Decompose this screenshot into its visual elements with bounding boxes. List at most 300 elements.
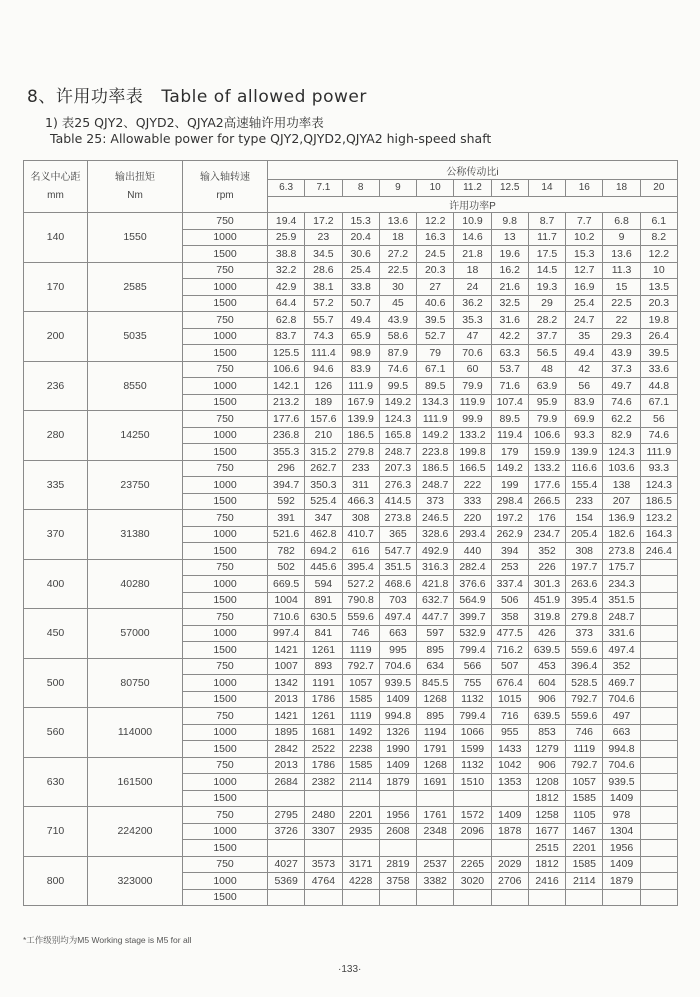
power-cell: 469.7 bbox=[603, 675, 640, 692]
power-cell: 207 bbox=[603, 493, 640, 510]
power-cell: 39.5 bbox=[417, 312, 454, 329]
power-cell: 149.2 bbox=[491, 460, 528, 477]
power-cell: 43.9 bbox=[379, 312, 416, 329]
power-cell: 83.9 bbox=[342, 361, 379, 378]
power-cell: 891 bbox=[305, 592, 342, 609]
power-cell: 2114 bbox=[566, 873, 603, 890]
power-cell: 790.8 bbox=[342, 592, 379, 609]
power-cell: 36.2 bbox=[454, 295, 491, 312]
power-cell: 1119 bbox=[566, 741, 603, 758]
power-cell: 213.2 bbox=[268, 394, 305, 411]
power-cell bbox=[528, 889, 565, 906]
power-cell: 1895 bbox=[268, 724, 305, 741]
power-cell: 663 bbox=[603, 724, 640, 741]
input-speed-cell: 750 bbox=[183, 708, 268, 725]
power-cell: 1878 bbox=[491, 823, 528, 840]
power-cell: 906 bbox=[528, 757, 565, 774]
power-cell: 1326 bbox=[379, 724, 416, 741]
input-speed-cell: 1000 bbox=[183, 378, 268, 395]
power-cell: 506 bbox=[491, 592, 528, 609]
input-speed-cell: 750 bbox=[183, 658, 268, 675]
power-cell: 124.3 bbox=[603, 444, 640, 461]
power-cell: 1812 bbox=[528, 790, 565, 807]
power-cell: 133.2 bbox=[454, 427, 491, 444]
power-cell: 3020 bbox=[454, 873, 491, 890]
power-cell: 566 bbox=[454, 658, 491, 675]
power-cell: 328.6 bbox=[417, 526, 454, 543]
power-cell: 1132 bbox=[454, 691, 491, 708]
header-input-speed bbox=[183, 161, 268, 213]
power-cell: 1409 bbox=[603, 790, 640, 807]
input-speed-cell: 1500 bbox=[183, 345, 268, 362]
input-speed-cell: 750 bbox=[183, 559, 268, 576]
power-cell: 2480 bbox=[305, 807, 342, 824]
power-cell: 592 bbox=[268, 493, 305, 510]
power-cell: 1585 bbox=[342, 757, 379, 774]
power-cell: 21.6 bbox=[491, 279, 528, 296]
power-cell: 955 bbox=[491, 724, 528, 741]
power-cell: 12.2 bbox=[417, 213, 454, 230]
output-torque-cell: 5035 bbox=[88, 312, 183, 362]
header-output-torque-cn: 输出扭矩 bbox=[115, 171, 155, 183]
power-cell: 1990 bbox=[379, 741, 416, 758]
output-torque-cell: 1550 bbox=[88, 213, 183, 263]
power-cell: 746 bbox=[566, 724, 603, 741]
power-cell bbox=[305, 889, 342, 906]
power-cell: 527.2 bbox=[342, 576, 379, 593]
power-cell: 639.5 bbox=[528, 708, 565, 725]
power-cell bbox=[379, 840, 416, 857]
input-speed-cell: 1500 bbox=[183, 592, 268, 609]
ratio-cell: 12.5 bbox=[491, 180, 528, 197]
power-cell: 616 bbox=[342, 543, 379, 560]
power-cell: 165.8 bbox=[379, 427, 416, 444]
power-cell: 676.4 bbox=[491, 675, 528, 692]
power-cell: 27.2 bbox=[379, 246, 416, 263]
power-cell: 233 bbox=[342, 460, 379, 477]
power-cell: 17.2 bbox=[305, 213, 342, 230]
power-cell: 74.6 bbox=[379, 361, 416, 378]
ratio-cell: 10 bbox=[417, 180, 454, 197]
power-cell: 352 bbox=[528, 543, 565, 560]
power-cell: 451.9 bbox=[528, 592, 565, 609]
header-center-distance-unit: mm bbox=[47, 189, 64, 201]
power-cell: 134.3 bbox=[417, 394, 454, 411]
power-cell: 2795 bbox=[268, 807, 305, 824]
power-cell: 1956 bbox=[603, 840, 640, 857]
power-cell: 2238 bbox=[342, 741, 379, 758]
power-cell: 799.4 bbox=[454, 642, 491, 659]
power-cell: 30 bbox=[379, 279, 416, 296]
power-cell: 23 bbox=[305, 229, 342, 246]
power-table bbox=[23, 160, 678, 906]
power-cell: 298.4 bbox=[491, 493, 528, 510]
power-cell: 939.5 bbox=[379, 675, 416, 692]
power-cell: 997.4 bbox=[268, 625, 305, 642]
power-cell: 2029 bbox=[491, 856, 528, 873]
power-cell bbox=[640, 790, 677, 807]
power-cell: 124.3 bbox=[640, 477, 677, 494]
input-speed-cell: 1000 bbox=[183, 675, 268, 692]
power-cell: 16.9 bbox=[566, 279, 603, 296]
power-cell: 1268 bbox=[417, 691, 454, 708]
power-cell: 273.8 bbox=[379, 510, 416, 527]
power-cell: 669.5 bbox=[268, 576, 305, 593]
power-cell: 74.6 bbox=[603, 394, 640, 411]
power-cell: 119.9 bbox=[454, 394, 491, 411]
power-cell: 1791 bbox=[417, 741, 454, 758]
power-cell: 67.1 bbox=[417, 361, 454, 378]
power-cell: 355.3 bbox=[268, 444, 305, 461]
power-cell: 492.9 bbox=[417, 543, 454, 560]
input-speed-cell: 750 bbox=[183, 807, 268, 824]
input-speed-cell: 1500 bbox=[183, 889, 268, 906]
power-cell: 453 bbox=[528, 658, 565, 675]
power-cell: 126 bbox=[305, 378, 342, 395]
power-cell: 525.4 bbox=[305, 493, 342, 510]
power-cell: 70.6 bbox=[454, 345, 491, 362]
power-cell: 94.6 bbox=[305, 361, 342, 378]
power-cell: 47 bbox=[454, 328, 491, 345]
power-cell: 21.8 bbox=[454, 246, 491, 263]
power-cell: 266.5 bbox=[528, 493, 565, 510]
power-cell: 315.2 bbox=[305, 444, 342, 461]
power-cell bbox=[640, 658, 677, 675]
power-cell: 155.4 bbox=[566, 477, 603, 494]
power-cell: 308 bbox=[566, 543, 603, 560]
output-torque-cell: 31380 bbox=[88, 510, 183, 560]
power-cell: 1057 bbox=[566, 774, 603, 791]
power-cell bbox=[640, 675, 677, 692]
power-cell: 1761 bbox=[417, 807, 454, 824]
power-cell: 8.2 bbox=[640, 229, 677, 246]
power-cell: 4228 bbox=[342, 873, 379, 890]
power-cell: 639.5 bbox=[528, 642, 565, 659]
power-cell: 939.5 bbox=[603, 774, 640, 791]
input-speed-cell: 1000 bbox=[183, 576, 268, 593]
power-cell: 37.3 bbox=[603, 361, 640, 378]
input-speed-cell: 1500 bbox=[183, 394, 268, 411]
power-cell: 136.9 bbox=[603, 510, 640, 527]
power-cell: 89.5 bbox=[417, 378, 454, 395]
power-cell: 199.8 bbox=[454, 444, 491, 461]
power-cell bbox=[603, 889, 640, 906]
header-ratio: 公称传动比i bbox=[268, 161, 678, 180]
power-cell: 594 bbox=[305, 576, 342, 593]
power-cell: 704.6 bbox=[379, 658, 416, 675]
power-cell bbox=[640, 691, 677, 708]
power-cell bbox=[454, 790, 491, 807]
power-cell: 142.1 bbox=[268, 378, 305, 395]
power-cell: 35.3 bbox=[454, 312, 491, 329]
power-cell: 16.2 bbox=[491, 262, 528, 279]
power-cell: 95.9 bbox=[528, 394, 565, 411]
power-cell: 1421 bbox=[268, 708, 305, 725]
power-cell: 65.9 bbox=[342, 328, 379, 345]
power-cell: 12.2 bbox=[640, 246, 677, 263]
power-cell: 20.3 bbox=[640, 295, 677, 312]
input-speed-cell: 750 bbox=[183, 213, 268, 230]
power-cell: 2819 bbox=[379, 856, 416, 873]
power-cell: 33.6 bbox=[640, 361, 677, 378]
power-cell: 316.3 bbox=[417, 559, 454, 576]
power-cell: 24.5 bbox=[417, 246, 454, 263]
power-cell: 1007 bbox=[268, 658, 305, 675]
power-cell: 1004 bbox=[268, 592, 305, 609]
output-torque-cell: 114000 bbox=[88, 708, 183, 758]
section-heading bbox=[27, 82, 367, 107]
power-cell: 1194 bbox=[417, 724, 454, 741]
power-cell: 604 bbox=[528, 675, 565, 692]
input-speed-cell: 1000 bbox=[183, 427, 268, 444]
input-speed-cell: 1000 bbox=[183, 774, 268, 791]
power-cell: 43.9 bbox=[603, 345, 640, 362]
power-cell: 30.6 bbox=[342, 246, 379, 263]
power-cell: 694.2 bbox=[305, 543, 342, 560]
power-cell: 44.8 bbox=[640, 378, 677, 395]
power-cell: 177.6 bbox=[528, 477, 565, 494]
power-cell: 2096 bbox=[454, 823, 491, 840]
power-cell: 1268 bbox=[417, 757, 454, 774]
input-speed-cell: 750 bbox=[183, 460, 268, 477]
power-cell: 186.5 bbox=[342, 427, 379, 444]
header-output-torque bbox=[88, 161, 183, 213]
power-cell: 394 bbox=[491, 543, 528, 560]
power-cell: 755 bbox=[454, 675, 491, 692]
power-cell: 19.3 bbox=[528, 279, 565, 296]
power-cell: 26.4 bbox=[640, 328, 677, 345]
power-cell: 20.3 bbox=[417, 262, 454, 279]
power-cell: 3726 bbox=[268, 823, 305, 840]
power-cell: 704.6 bbox=[603, 757, 640, 774]
power-cell: 2935 bbox=[342, 823, 379, 840]
power-cell: 223.8 bbox=[417, 444, 454, 461]
power-cell: 182.6 bbox=[603, 526, 640, 543]
power-cell: 67.1 bbox=[640, 394, 677, 411]
power-cell: 103.6 bbox=[603, 460, 640, 477]
power-cell: 15 bbox=[603, 279, 640, 296]
output-torque-cell: 161500 bbox=[88, 757, 183, 807]
input-speed-cell: 1000 bbox=[183, 724, 268, 741]
power-cell: 98.9 bbox=[342, 345, 379, 362]
power-cell: 559.6 bbox=[566, 642, 603, 659]
power-cell bbox=[268, 840, 305, 857]
power-cell: 704.6 bbox=[603, 691, 640, 708]
power-cell: 1572 bbox=[454, 807, 491, 824]
power-cell: 632.7 bbox=[417, 592, 454, 609]
power-cell: 40.6 bbox=[417, 295, 454, 312]
power-cell: 1261 bbox=[305, 708, 342, 725]
power-cell: 410.7 bbox=[342, 526, 379, 543]
power-cell: 138 bbox=[603, 477, 640, 494]
center-distance-cell: 630 bbox=[24, 757, 88, 807]
power-cell bbox=[640, 889, 677, 906]
power-cell: 20.4 bbox=[342, 229, 379, 246]
power-cell: 331.6 bbox=[603, 625, 640, 642]
power-cell: 373 bbox=[417, 493, 454, 510]
power-cell: 1342 bbox=[268, 675, 305, 692]
ratio-cell: 7.1 bbox=[305, 180, 342, 197]
power-cell bbox=[342, 840, 379, 857]
power-cell: 31.6 bbox=[491, 312, 528, 329]
power-cell bbox=[640, 873, 677, 890]
power-cell: 34.5 bbox=[305, 246, 342, 263]
power-cell: 2515 bbox=[528, 840, 565, 857]
power-cell: 1409 bbox=[379, 691, 416, 708]
power-cell: 710.6 bbox=[268, 609, 305, 626]
power-cell: 347 bbox=[305, 510, 342, 527]
power-cell: 106.6 bbox=[528, 427, 565, 444]
power-cell: 466.3 bbox=[342, 493, 379, 510]
power-cell: 29 bbox=[528, 295, 565, 312]
center-distance-cell: 800 bbox=[24, 856, 88, 906]
power-cell: 1585 bbox=[566, 856, 603, 873]
power-cell bbox=[640, 592, 677, 609]
power-cell: 42.9 bbox=[268, 279, 305, 296]
power-cell: 703 bbox=[379, 592, 416, 609]
power-cell: 1208 bbox=[528, 774, 565, 791]
power-cell: 14.6 bbox=[454, 229, 491, 246]
power-cell: 853 bbox=[528, 724, 565, 741]
table-row bbox=[24, 609, 678, 626]
power-cell: 716 bbox=[491, 708, 528, 725]
power-cell: 111.9 bbox=[640, 444, 677, 461]
table-row bbox=[24, 510, 678, 527]
power-cell: 3171 bbox=[342, 856, 379, 873]
power-cell: 262.9 bbox=[491, 526, 528, 543]
power-cell: 62.2 bbox=[603, 411, 640, 428]
power-cell: 564.9 bbox=[454, 592, 491, 609]
power-cell: 2013 bbox=[268, 691, 305, 708]
power-cell: 1691 bbox=[417, 774, 454, 791]
power-cell: 663 bbox=[379, 625, 416, 642]
power-cell bbox=[640, 559, 677, 576]
power-cell bbox=[454, 840, 491, 857]
power-cell: 111.4 bbox=[305, 345, 342, 362]
power-cell: 29.3 bbox=[603, 328, 640, 345]
header-input-speed-unit: rpm bbox=[216, 189, 234, 201]
center-distance-cell: 236 bbox=[24, 361, 88, 411]
power-cell: 39.5 bbox=[640, 345, 677, 362]
input-speed-cell: 750 bbox=[183, 510, 268, 527]
power-cell: 13.6 bbox=[379, 213, 416, 230]
center-distance-cell: 140 bbox=[24, 213, 88, 263]
power-cell bbox=[491, 790, 528, 807]
power-cell: 1786 bbox=[305, 757, 342, 774]
power-cell: 177.6 bbox=[268, 411, 305, 428]
power-cell: 107.4 bbox=[491, 394, 528, 411]
power-cell: 24 bbox=[454, 279, 491, 296]
table-row bbox=[24, 411, 678, 428]
power-cell: 2522 bbox=[305, 741, 342, 758]
power-cell: 133.2 bbox=[528, 460, 565, 477]
power-cell: 1105 bbox=[566, 807, 603, 824]
power-cell: 253 bbox=[491, 559, 528, 576]
input-speed-cell: 1500 bbox=[183, 246, 268, 263]
power-cell bbox=[640, 609, 677, 626]
power-cell: 166.5 bbox=[454, 460, 491, 477]
power-cell: 547.7 bbox=[379, 543, 416, 560]
power-cell: 396.4 bbox=[566, 658, 603, 675]
power-cell: 35 bbox=[566, 328, 603, 345]
center-distance-cell: 200 bbox=[24, 312, 88, 362]
power-cell: 10.9 bbox=[454, 213, 491, 230]
power-cell: 99.5 bbox=[379, 378, 416, 395]
power-cell: 279.8 bbox=[342, 444, 379, 461]
power-cell bbox=[640, 774, 677, 791]
ratio-cell: 11.2 bbox=[454, 180, 491, 197]
power-cell: 56 bbox=[566, 378, 603, 395]
power-cell: 1681 bbox=[305, 724, 342, 741]
power-cell: 48 bbox=[528, 361, 565, 378]
power-cell: 42 bbox=[566, 361, 603, 378]
power-cell: 24.7 bbox=[566, 312, 603, 329]
power-cell: 16.3 bbox=[417, 229, 454, 246]
power-cell: 4027 bbox=[268, 856, 305, 873]
output-torque-cell: 80750 bbox=[88, 658, 183, 708]
power-cell: 157.6 bbox=[305, 411, 342, 428]
power-cell bbox=[305, 840, 342, 857]
power-cell bbox=[268, 790, 305, 807]
power-cell: 528.5 bbox=[566, 675, 603, 692]
power-cell: 2706 bbox=[491, 873, 528, 890]
output-torque-cell: 8550 bbox=[88, 361, 183, 411]
power-cell: 792.7 bbox=[342, 658, 379, 675]
power-cell: 205.4 bbox=[566, 526, 603, 543]
input-speed-cell: 750 bbox=[183, 411, 268, 428]
input-speed-cell: 1000 bbox=[183, 873, 268, 890]
power-cell: 210 bbox=[305, 427, 342, 444]
power-cell: 1585 bbox=[566, 790, 603, 807]
power-cell: 15.3 bbox=[342, 213, 379, 230]
power-cell bbox=[640, 840, 677, 857]
power-cell: 337.4 bbox=[491, 576, 528, 593]
table-row bbox=[24, 658, 678, 675]
ratio-cell: 14 bbox=[528, 180, 565, 197]
power-cell: 2201 bbox=[342, 807, 379, 824]
power-cell: 82.9 bbox=[603, 427, 640, 444]
section-heading-cn: 8、许用功率表 bbox=[27, 87, 144, 107]
power-cell: 5369 bbox=[268, 873, 305, 890]
power-cell: 1015 bbox=[491, 691, 528, 708]
power-cell: 14.5 bbox=[528, 262, 565, 279]
power-cell: 124.3 bbox=[379, 411, 416, 428]
power-cell: 139.9 bbox=[342, 411, 379, 428]
output-torque-cell: 2585 bbox=[88, 262, 183, 312]
power-cell: 1677 bbox=[528, 823, 565, 840]
power-cell: 42.2 bbox=[491, 328, 528, 345]
power-cell: 1467 bbox=[566, 823, 603, 840]
power-cell bbox=[640, 823, 677, 840]
power-cell: 93.3 bbox=[640, 460, 677, 477]
power-cell: 74.3 bbox=[305, 328, 342, 345]
power-cell: 89.5 bbox=[491, 411, 528, 428]
power-cell: 262.7 bbox=[305, 460, 342, 477]
power-cell: 319.8 bbox=[528, 609, 565, 626]
power-cell: 395.4 bbox=[566, 592, 603, 609]
power-cell: 2114 bbox=[342, 774, 379, 791]
power-cell: 111.9 bbox=[417, 411, 454, 428]
power-cell: 746 bbox=[342, 625, 379, 642]
input-speed-cell: 750 bbox=[183, 757, 268, 774]
power-cell: 468.6 bbox=[379, 576, 416, 593]
power-cell: 497 bbox=[603, 708, 640, 725]
output-torque-cell: 57000 bbox=[88, 609, 183, 659]
power-cell: 139.9 bbox=[566, 444, 603, 461]
table-row bbox=[24, 856, 678, 873]
power-cell: 25.4 bbox=[342, 262, 379, 279]
power-cell bbox=[417, 840, 454, 857]
